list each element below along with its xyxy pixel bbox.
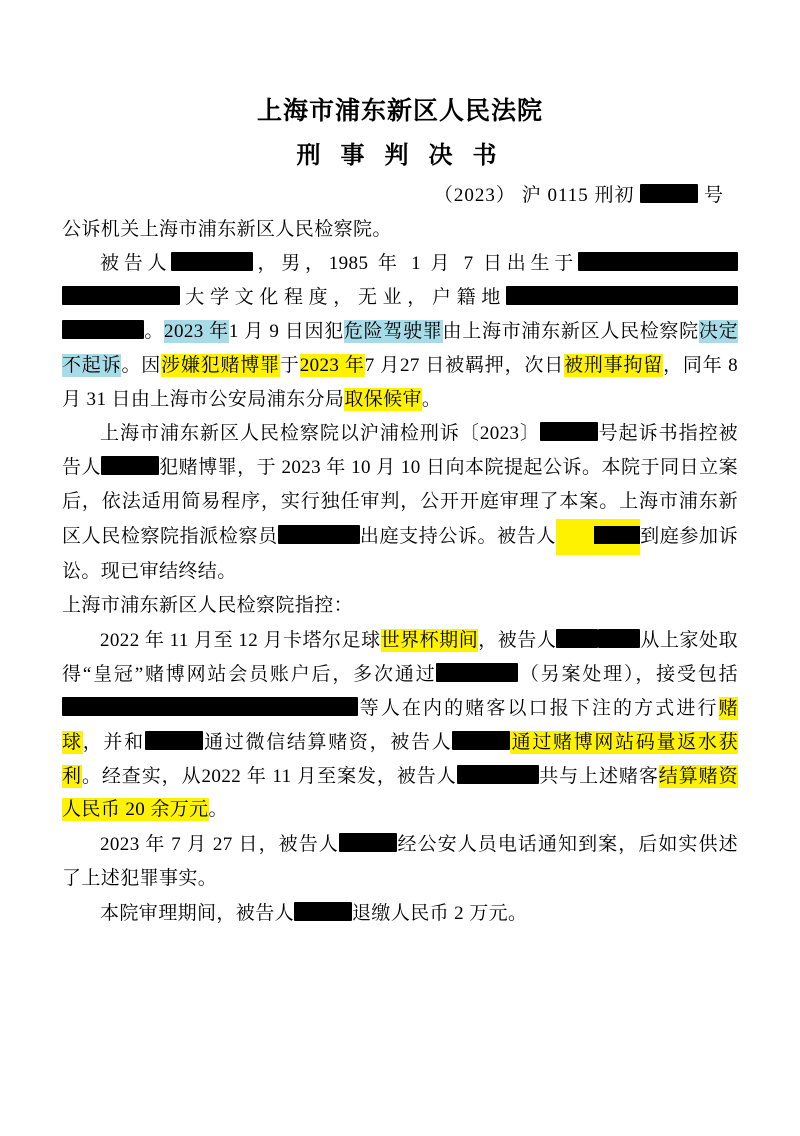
facts-end-punct: 。: [208, 799, 228, 821]
redaction-education-prefix: [62, 286, 180, 305]
paragraph-indictment: [62, 417, 738, 588]
detention-date-text: 27 日被羁押，次日: [400, 354, 565, 376]
highlight-decision-no-prosecution: 决定不起诉: [62, 320, 738, 376]
indictment-conclusion-text: 已审结终结。: [120, 560, 237, 582]
redaction-household-address: [506, 286, 738, 305]
redaction-defendant-name-4: [556, 629, 598, 648]
highlight-settled-amount: 币 20 余万元: [100, 799, 209, 821]
highlight-redacted-defendant-appearance: [556, 519, 640, 555]
facts-separate-case-text: （另案处理），接受包括: [518, 664, 738, 686]
court-title: 上海市浦东新区人民法院: [256, 98, 543, 125]
indictment-support-text: 出庭支持公诉。被告人: [359, 525, 556, 547]
paragraph-surrender: [62, 828, 738, 896]
yu-char: 于: [279, 354, 300, 376]
indictment-accuse-text: 起诉书指控被告人: [62, 423, 739, 479]
highlight-criminal-detention: 被刑事拘留: [564, 354, 664, 376]
facts-settle-text: 算赌资，被告人: [307, 731, 453, 753]
redaction-prosecutor-name: [278, 525, 360, 544]
facts-betting-text: 在内的赌客以口报下注的方式进行: [401, 697, 719, 719]
redaction-case-number: [640, 184, 698, 203]
redaction-defendant-name-3: [594, 526, 640, 544]
public-security-branch: 安局浦东分局: [227, 388, 345, 410]
highlight-dangerous-driving-crime: 危险驾驶罪: [343, 320, 443, 342]
redaction-accomplice-name: [436, 663, 518, 682]
surrender-confession-text: 案，后如实供述了上述犯罪事实。: [62, 834, 738, 889]
redaction-defendant-name-7: [457, 765, 539, 784]
restitution-text: 本院审理期间，被告人: [100, 902, 295, 924]
prosecutor-district: 区人民检察院: [580, 320, 699, 342]
facts-total-text: 共与上述赌客: [538, 765, 659, 787]
highlight-year-2023-first: 2023 年: [164, 320, 229, 342]
highlight-football-betting: 赌球: [62, 697, 738, 753]
surrender-date-text: 2023 年 7 月 27 日，被告人: [100, 834, 339, 856]
prior-offense-date: 1 月 9 日因犯: [228, 320, 344, 342]
defendant-info-end: 。: [421, 388, 442, 410]
defendant-label: 被告人: [100, 253, 172, 275]
case-number-prefix: （2023）: [433, 184, 516, 206]
redaction-defendant-name-8: [339, 833, 397, 852]
redaction-birthplace: [578, 252, 738, 271]
paragraph-defendant-info: 被告人 ，男，1985 年 1 月 7 日出生于大学文化程度，无业，户籍地。2023 年1 月 9 日因犯危险驾驶罪由上海市浦东新区人民检察院决定不起诉。因涉嫌犯赌博罪于2023 年7 月27 日被羁押，次日被刑事拘留，同年 8 月 31 日由上海市公安局浦东分局取保候审。: [62, 253, 738, 410]
redaction-defendant-name-5: [598, 629, 640, 648]
highlight-rebate-profit: 通过赌博网站码量返水获利: [62, 731, 738, 787]
indictment-assign-text: 指派检察员: [179, 525, 278, 547]
prior-offense-authority: 由上海市浦东新: [442, 320, 581, 342]
surrender-notice-text: 经公安人员电话通知到: [396, 834, 599, 856]
paragraph-charge-heading: [62, 589, 738, 623]
facts-verified-text: 。经查实，从: [81, 765, 202, 787]
document-type-title: 刑 事 判 决 书: [296, 142, 504, 169]
facts-and-text: ，并和: [82, 731, 145, 753]
facts-wechat-text: 通过微信结: [202, 731, 308, 753]
paragraph-facts: [62, 624, 738, 827]
indictment-doc-number-text: 上海市浦东新区人民检察院以沪浦检刑诉〔2023〕: [100, 423, 541, 445]
restitution-amount-text: 退缴人民币 2 万元。: [352, 902, 528, 924]
highlight-suspected-gambling-crime: 涉嫌犯赌博罪: [161, 354, 280, 376]
facts-period-text: 2022 年 11 月至案发，被告人: [201, 765, 457, 787]
redaction-gambler-names: [62, 697, 358, 716]
detention-release-text: ，同年 8 月 31 日由上海市公: [62, 354, 738, 410]
redaction-defendant-name-2: [101, 456, 159, 475]
indictment-trial-text: 独任审判，公开开庭审理了本案。上海市浦东新区人民检察院: [62, 491, 739, 547]
paragraph-prosecutor-organ: [62, 213, 738, 247]
defendant-education-text: 大学文化程度，无业，户籍地: [180, 287, 506, 309]
conjunction-yin: 。因: [121, 354, 162, 376]
facts-defendant-label: ，被告人: [478, 630, 557, 652]
indictment-charge-date: 犯赌博罪，于 2023 年 10 月 10 日向: [159, 457, 465, 479]
indictment-number-suffix: 号: [598, 423, 619, 445]
highlight-settled-amount-prefix: 结算赌资人民: [62, 765, 738, 821]
indictment-filing-text: 本院提起公诉。本院于同日立案后，依法适用简易程序，实行: [62, 457, 738, 512]
redaction-defendant-name: [171, 252, 253, 271]
redaction-indictment-number: [540, 422, 598, 441]
redaction-accomplice-name-2: [145, 731, 203, 750]
case-number-suffix: 号: [703, 184, 724, 206]
defendant-birth-text: ，男，1985 年 1 月 7 日出生于: [253, 253, 578, 275]
indictment-attend-text: 到庭参加诉讼。现: [62, 525, 738, 582]
redaction-household-address-2: [62, 320, 144, 339]
facts-worldcup-date: 2022 年 11 月至 12 月卡塔尔足球: [100, 630, 381, 652]
redaction-defendant-name-9: [294, 902, 352, 921]
facts-account-text: 从上家处取得“皇冠”赌博网站会员账户后，多次通过: [62, 630, 738, 686]
month-july: 7 月: [364, 354, 400, 376]
charge-heading-text: 上海市浦东新区人民检察院指控：: [62, 595, 354, 617]
prosecutor-organ-text: 公诉机关上海市浦东新区人民检察院。: [62, 218, 392, 240]
facts-etc-text: 等人: [358, 697, 402, 719]
highlight-bail-pending-trial: 取保候审: [344, 388, 422, 410]
highlight-year-2023-second: 2023 年: [299, 354, 365, 376]
case-number: [62, 180, 724, 207]
highlight-world-cup-period: 世界杯期间: [380, 630, 479, 652]
paragraph-restitution: [62, 897, 738, 931]
redaction-defendant-name-6: [452, 731, 510, 750]
case-number-mid: 沪 0115 刑初: [521, 184, 635, 206]
